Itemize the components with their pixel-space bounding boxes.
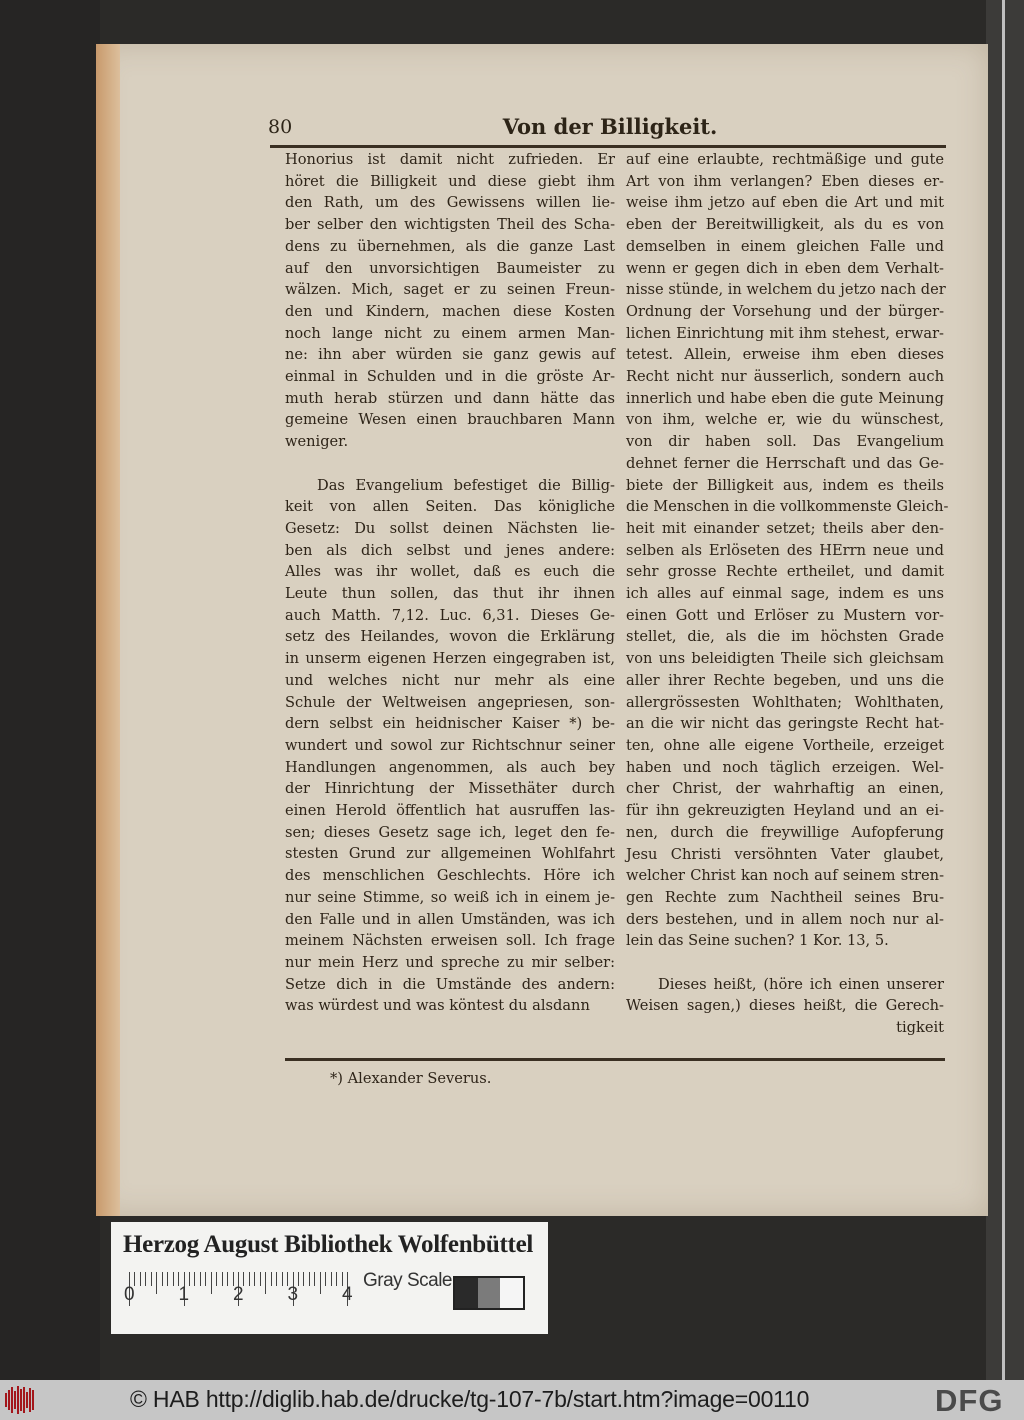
text-line: cher Christ, der wahrhaftig an einen,	[626, 780, 944, 798]
ruler-tick	[276, 1272, 277, 1286]
text-line: nur mein Herz und spreche zu mir selber:	[285, 954, 615, 971]
text-line: ich alles auf einmal sage, indem es uns	[626, 585, 944, 603]
text-line: gemeine Wesen einen brauchbaren Mann	[285, 411, 615, 429]
text-line: in unserm eigenen Herzen eingegraben ist,	[285, 650, 615, 668]
ruler-tick	[336, 1272, 337, 1286]
text-line: Das Evangelium befestiget die Billig-	[317, 476, 615, 494]
text-line: wenn er gegen dich in eben dem Verhalt-	[626, 259, 944, 277]
text-line: und welches nicht nur mehr als eine	[285, 671, 615, 689]
ruler-tick	[282, 1272, 283, 1286]
ruler-tick	[265, 1272, 266, 1294]
text-line: von dir haben soll. Das Evangelium	[626, 433, 944, 451]
ruler-number: 1	[178, 1284, 190, 1305]
ruler-number: 3	[287, 1284, 299, 1305]
text-line: weise ihm jetzo auf eben die Art und mit	[626, 194, 944, 212]
text-line: allergrössesten Wohlthaten; Wohlthaten,	[626, 693, 944, 711]
text-line: Setze dich in die Umstände des andern:	[285, 975, 615, 993]
text-line: ber selber den wichtigsten Theil des Scha-	[285, 216, 615, 234]
ruler-tick	[162, 1272, 163, 1286]
text-line: ten, ohne alle eigene Vortheile, erzeiget	[626, 736, 944, 754]
text-line: keit von allen Seiten. Das königliche	[285, 498, 615, 516]
paragraph-gap	[285, 453, 615, 475]
text-line: wälzen. Mich, saget er zu seinen Freun-	[285, 281, 615, 299]
text-line: Dieses heißt, (höre ich einen unserer	[658, 975, 944, 993]
ruler-tick	[243, 1272, 244, 1286]
paragraph-gap	[626, 952, 944, 974]
ruler-tick	[298, 1272, 299, 1286]
text-line: demselben in einem gleichen Falle und	[626, 237, 944, 255]
text-line: von uns beleidigten Theile sich gleichsam	[626, 650, 944, 668]
ruler-tick	[140, 1272, 141, 1286]
ruler-tick	[331, 1272, 332, 1286]
header-rule	[270, 145, 946, 148]
ruler-number: 2	[233, 1284, 244, 1305]
text-line: Alles was ihr wollet, daß es euch die	[285, 563, 615, 581]
text-line: dehnet ferner die Herrschaft und das Ge-	[626, 454, 944, 472]
ruler-tick	[309, 1272, 310, 1286]
gray-scale-swatches	[453, 1276, 525, 1310]
text-line: für ihn gekreuzigten Heyland und an ei-	[626, 802, 944, 820]
ruler-tick	[216, 1272, 217, 1286]
text-line: muth herab stürzen und dann hätte das	[285, 389, 615, 407]
ruler-tick	[205, 1272, 206, 1286]
text-line: Gesetz: Du sollst deinen Nächsten lie-	[285, 519, 615, 537]
text-line: meinem Nächsten erweisen soll. Ich frage	[285, 932, 615, 950]
text-line: setz des Heilandes, wovon die Erklärung	[285, 628, 615, 646]
text-line: auch Matth. 7,12. Luc. 6,31. Dieses Ge-	[285, 606, 615, 624]
ruler-tick	[194, 1272, 195, 1286]
text-line: einmal in Schulden und in die gröste Ar-	[285, 368, 615, 386]
footnote-rule	[285, 1058, 945, 1061]
text-line: ders bestehen, und in allem noch nur al-	[626, 910, 944, 928]
text-line: höret die Billigkeit und diese giebt ihm	[285, 172, 615, 190]
copyright-link[interactable]: © HAB http://diglib.hab.de/drucke/tg-107-7b/start.htm?image=00110	[130, 1386, 810, 1412]
ruler-tick	[303, 1272, 304, 1286]
text-line: wundert und sowol zur Richtschnur seiner	[285, 736, 615, 754]
ruler-tick	[271, 1272, 272, 1286]
background	[0, 0, 100, 1380]
text-line: Ordnung der Vorsehung und der bürger-	[626, 302, 944, 320]
text-line: auf eine erlaubte, rechtmäßige und gute	[626, 151, 944, 168]
text-line: Jesu Christi versöhnten Vater glaubet,	[626, 845, 944, 863]
text-line: nisse stünde, in welchem du jetzo nach der	[626, 281, 946, 299]
text-line: den Rath, um des Gewissens willen lie-	[285, 194, 615, 212]
text-line: dens zu übernehmen, als die ganze Last	[285, 237, 615, 255]
scanner-edge-line	[1002, 0, 1005, 1380]
page-fore-edge	[96, 44, 120, 1216]
text-line: Recht nicht nur äusserlich, sondern auch	[626, 368, 944, 386]
adjacent-page-edge	[986, 0, 1024, 1380]
text-line: lein das Seine suchen? 1 Kor. 13, 5.	[626, 932, 889, 950]
ruler-tick	[145, 1272, 146, 1286]
ruler-tick	[249, 1272, 250, 1286]
ruler-tick	[189, 1272, 190, 1286]
text-line: innerlich und habe eben die gute Meinung	[626, 389, 944, 407]
gray-swatch	[455, 1278, 478, 1308]
footnote: *) Alexander Severus.	[330, 1070, 492, 1087]
text-line: einen Gott und Erlöser zu Mustern vor-	[626, 606, 944, 624]
text-line: ben als dich selbst und jenes andere:	[285, 541, 615, 559]
text-line: was würdest und was köntest du alsdann	[285, 997, 590, 1015]
text-line: Schule der Weltweisen angepriesen, son-	[285, 693, 615, 711]
text-line: noch lange nicht zu einem armen Man-	[285, 324, 615, 342]
text-line: haben und noch täglich erzeigen. Wel-	[626, 758, 944, 776]
text-line: den und Kindern, machen diese Kosten	[285, 302, 615, 320]
library-color-target	[111, 1222, 548, 1334]
library-name: Herzog August Bibliothek Wolfenbüttel	[123, 1231, 534, 1258]
text-line: von ihm, welche er, wie du wünschest,	[626, 411, 944, 429]
ruler-tick	[211, 1272, 212, 1294]
text-line: der Hinrichtung der Missethäter durch	[285, 780, 615, 798]
ruler-tick	[254, 1272, 255, 1286]
text-line: welcher Christ kan noch auf seinem stren-	[626, 867, 944, 885]
text-line: stesten Grund zur allgemeinen Wohlfahrt	[285, 845, 615, 863]
text-line: dern selbst ein heidnischer Kaiser *) be-	[285, 715, 615, 733]
text-line: gen Rechte zum Nachtheil seines Bru-	[626, 888, 944, 906]
text-line: an die wir nicht das geringste Recht hat-	[626, 715, 944, 733]
text-line: selben als Erlöseten des HErrn neue und	[626, 541, 944, 559]
text-line: aller ihrer Rechte begeben, und uns die	[626, 671, 944, 689]
text-line: Honorius ist damit nicht zufrieden. Er	[285, 151, 615, 168]
ruler-tick	[325, 1272, 326, 1286]
dfg-logo: DFG	[935, 1383, 1004, 1418]
right-column	[626, 149, 949, 1039]
left-column	[285, 149, 615, 1017]
ruler-tick	[173, 1272, 174, 1286]
ruler-number: 4	[342, 1284, 353, 1305]
ruler-tick	[320, 1272, 321, 1294]
text-line: nur seine Stimme, so weiß ich in einem je-	[285, 888, 615, 906]
ruler-tick	[227, 1272, 228, 1286]
text-line: tetest. Allein, erweise ihm eben dieses	[626, 346, 944, 364]
text-line: auf den unvorsichtigen Baumeister zu	[285, 259, 615, 277]
text-line: die Menschen in die vollkommenste Gleich-	[626, 498, 949, 516]
text-line: Leute thun sollen, das thut ihr ihnen	[285, 585, 615, 603]
ruler-tick	[314, 1272, 315, 1286]
gray-swatch	[500, 1278, 523, 1308]
ruler-number: 0	[124, 1284, 135, 1305]
catchword: tigkeit	[896, 1019, 944, 1037]
ruler-tick	[222, 1272, 223, 1286]
gray-swatch	[478, 1278, 501, 1308]
text-line: Art von ihm verlangen? Eben dieses er-	[626, 172, 944, 190]
page-number: 80	[268, 116, 293, 138]
text-line: biete der Billigkeit aus, indem es theils	[626, 476, 944, 494]
hab-logo-icon	[5, 1386, 35, 1414]
running-title: Von der Billigkeit.	[502, 114, 718, 139]
text-line: weniger.	[285, 433, 349, 451]
text-line: sehr grosse Rechte ertheilet, und damit	[626, 563, 944, 581]
text-line: lichen Einrichtung mit ihm stehest, erwar-	[626, 324, 944, 342]
text-line: sen; dieses Gesetz sage ich, leget den fe-	[285, 823, 615, 841]
gray-scale-label: Gray Scale	[363, 1270, 452, 1291]
text-line: heit mit einander setzet; theils aber den-	[626, 519, 944, 537]
ruler-tick	[134, 1272, 135, 1286]
ruler-tick	[200, 1272, 201, 1286]
text-line: nen, durch die freywillige Aufopferung	[626, 823, 944, 841]
text-line: einen Herold öffentlich hat ausruffen las-	[285, 802, 615, 820]
ruler-tick	[260, 1272, 261, 1286]
footer-bar	[0, 1380, 1024, 1420]
text-line: Weisen sagen,) dieses heißt, die Gerech-	[626, 997, 944, 1015]
text-line: ne: ihn aber würden sie ganz gewis auf	[285, 346, 615, 364]
ruler-tick	[167, 1272, 168, 1286]
text-line: den Falle und in allen Umständen, was ich	[285, 910, 615, 928]
ruler-tick	[156, 1272, 157, 1294]
ruler-tick	[151, 1272, 152, 1286]
text-line: eben der Bereitwilligkeit, als du es von	[626, 216, 944, 234]
text-line: des menschlichen Geschlechts. Höre ich	[285, 867, 615, 885]
text-line: Handlungen angenommen, als auch bey	[285, 758, 615, 776]
text-line: stellet, die, als die im höchsten Grade	[626, 628, 944, 646]
